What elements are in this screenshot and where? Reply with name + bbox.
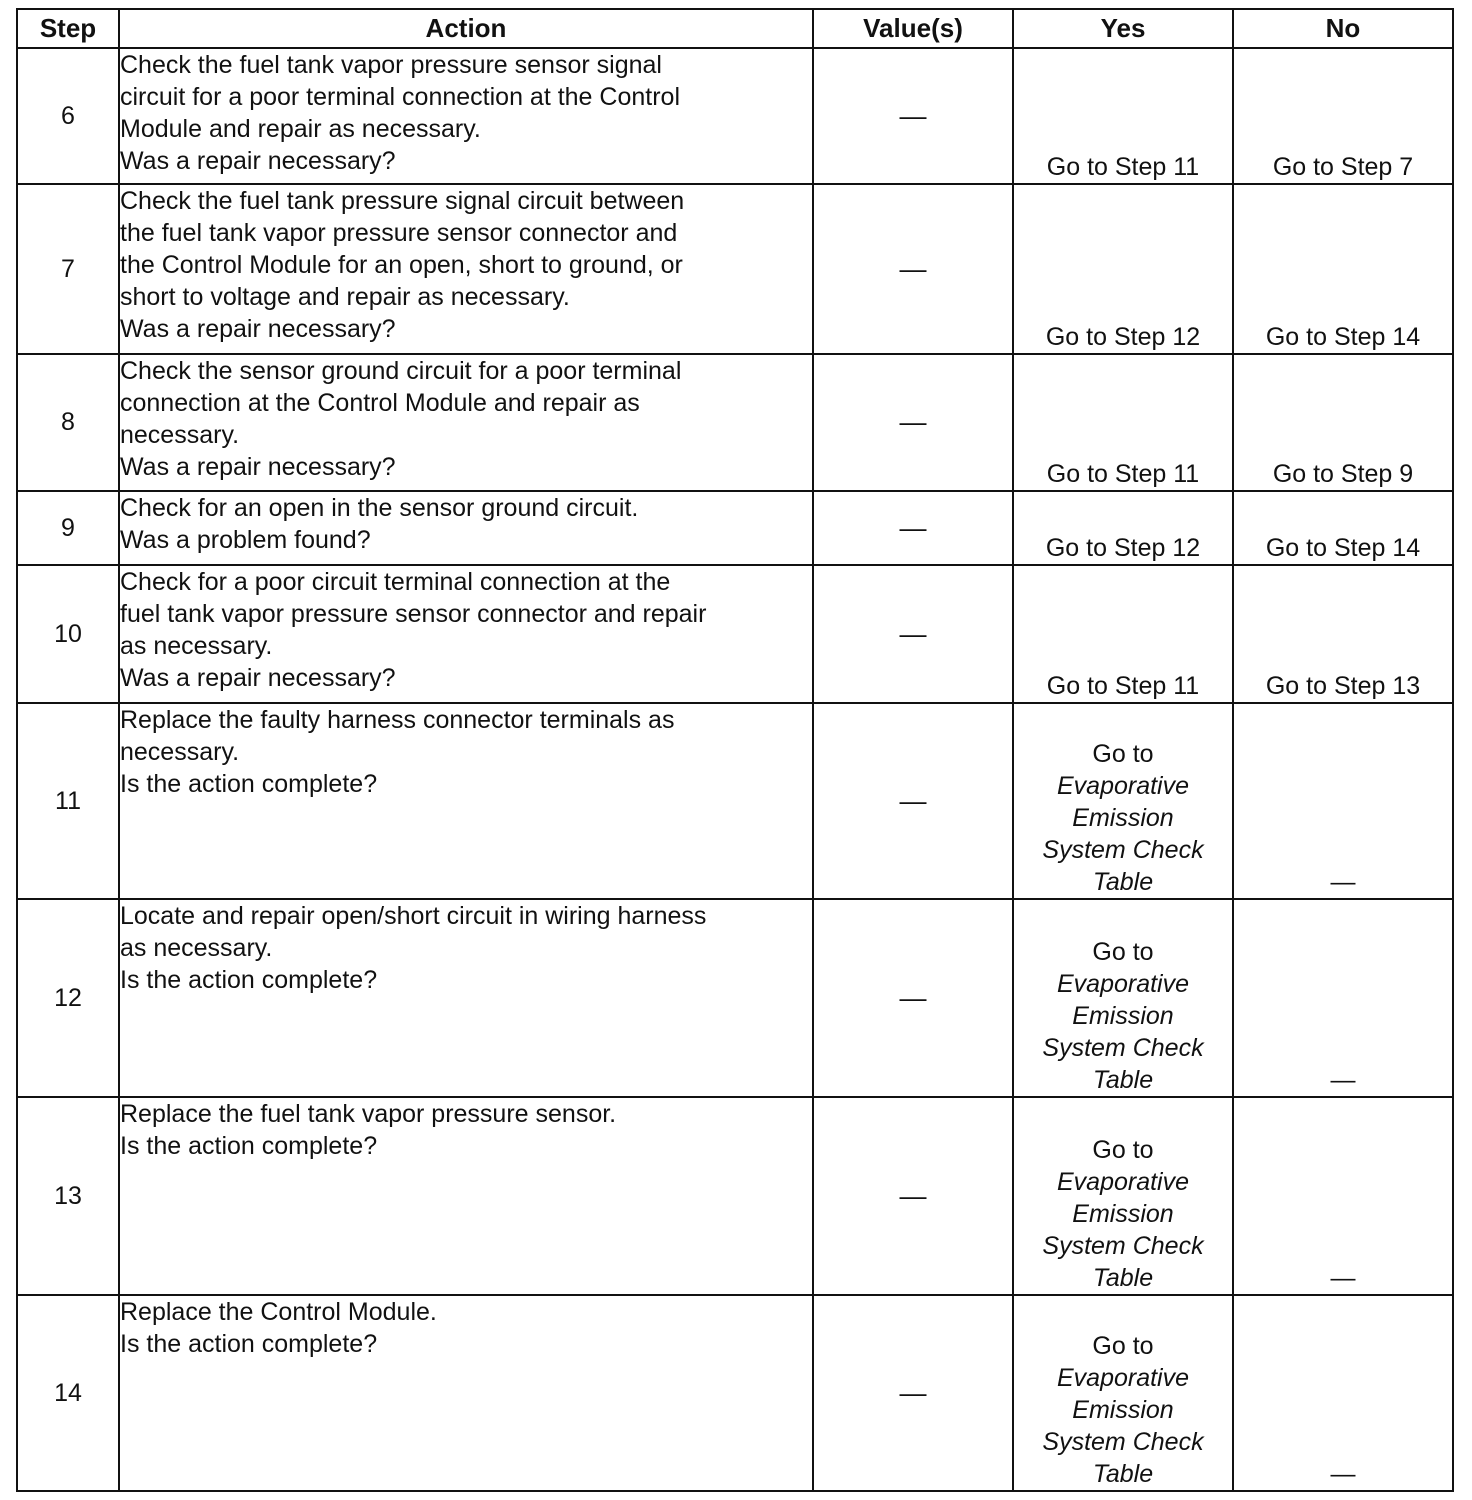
action-question: Was a repair necessary? bbox=[120, 453, 396, 481]
action-line: necessary. bbox=[120, 421, 240, 449]
action-cell bbox=[119, 703, 813, 899]
goto-prefix: Go to bbox=[1092, 740, 1154, 768]
step-number: 12 bbox=[17, 899, 119, 1097]
action-line: Replace the faulty harness connector terminals as bbox=[120, 706, 675, 734]
action-line: short to voltage and repair as necessary. bbox=[120, 283, 570, 311]
yes-cell bbox=[1013, 899, 1233, 1097]
action-line: Module and repair as necessary. bbox=[120, 115, 481, 143]
action-question: Is the action complete? bbox=[120, 1132, 378, 1160]
action-cell bbox=[119, 899, 813, 1097]
yes-cell bbox=[1013, 1295, 1233, 1491]
action-line: Check the fuel tank vapor pressure sensor signal bbox=[120, 51, 662, 79]
value-cell: — bbox=[813, 491, 1013, 565]
action-cell bbox=[119, 491, 813, 565]
action-line: Replace the Control Module. bbox=[120, 1298, 437, 1326]
step-number: 6 bbox=[17, 48, 119, 184]
step-number: 13 bbox=[17, 1097, 119, 1295]
value-cell: — bbox=[813, 565, 1013, 703]
table-row bbox=[17, 184, 1453, 354]
no-cell: — bbox=[1233, 1295, 1453, 1491]
table-row bbox=[17, 354, 1453, 491]
yes-cell bbox=[1013, 1097, 1233, 1295]
yes-cell: Go to Step 12 bbox=[1013, 491, 1233, 565]
value-cell: — bbox=[813, 1295, 1013, 1491]
value-cell: — bbox=[813, 48, 1013, 184]
goto-reference: Evaporative bbox=[1056, 1364, 1190, 1392]
action-question: Was a repair necessary? bbox=[120, 147, 396, 175]
action-question: Was a problem found? bbox=[120, 526, 371, 554]
action-cell bbox=[119, 1295, 813, 1491]
header-row bbox=[17, 9, 1453, 48]
action-question: Was a repair necessary? bbox=[120, 664, 396, 692]
yes-cell: Go to Step 12 bbox=[1013, 184, 1233, 354]
action-line: the fuel tank vapor pressure sensor connector and bbox=[120, 219, 678, 247]
value-cell: — bbox=[813, 703, 1013, 899]
goto-reference: Table bbox=[1092, 1460, 1154, 1488]
step-number: 14 bbox=[17, 1295, 119, 1491]
goto-reference: Table bbox=[1092, 1264, 1154, 1292]
goto-reference: Emission bbox=[1072, 1200, 1174, 1228]
header-step: Step bbox=[17, 9, 119, 48]
yes-cell: Go to Step 11 bbox=[1013, 48, 1233, 184]
table-row bbox=[17, 491, 1453, 565]
action-line: fuel tank vapor pressure sensor connector and repair bbox=[120, 600, 707, 628]
step-number: 11 bbox=[17, 703, 119, 899]
no-cell: Go to Step 14 bbox=[1233, 184, 1453, 354]
action-line: as necessary. bbox=[120, 934, 273, 962]
no-cell: Go to Step 7 bbox=[1233, 48, 1453, 184]
action-question: Is the action complete? bbox=[120, 770, 378, 798]
goto-reference: Evaporative bbox=[1056, 970, 1190, 998]
action-cell bbox=[119, 565, 813, 703]
no-cell: Go to Step 13 bbox=[1233, 565, 1453, 703]
goto-reference: Emission bbox=[1072, 1002, 1174, 1030]
action-line: Replace the fuel tank vapor pressure sensor. bbox=[120, 1100, 617, 1128]
goto-reference: Table bbox=[1092, 1066, 1154, 1094]
goto-reference: System Check bbox=[1042, 1428, 1204, 1456]
action-line: Locate and repair open/short circuit in wiring harness bbox=[120, 902, 707, 930]
yes-cell bbox=[1013, 703, 1233, 899]
header-action: Action bbox=[119, 9, 813, 48]
table-row bbox=[17, 48, 1453, 184]
step-number: 10 bbox=[17, 565, 119, 703]
action-cell bbox=[119, 184, 813, 354]
value-cell: — bbox=[813, 899, 1013, 1097]
goto-reference: Emission bbox=[1072, 1396, 1174, 1424]
action-question: Is the action complete? bbox=[120, 1330, 378, 1358]
no-cell: Go to Step 9 bbox=[1233, 354, 1453, 491]
yes-cell: Go to Step 11 bbox=[1013, 354, 1233, 491]
goto-reference: Emission bbox=[1072, 804, 1174, 832]
action-line: as necessary. bbox=[120, 632, 273, 660]
no-cell: Go to Step 14 bbox=[1233, 491, 1453, 565]
action-line: Check for an open in the sensor ground circuit. bbox=[120, 494, 639, 522]
table-row bbox=[17, 565, 1453, 703]
table-row bbox=[17, 703, 1453, 899]
yes-cell: Go to Step 11 bbox=[1013, 565, 1233, 703]
table-row bbox=[17, 899, 1453, 1097]
goto-reference: System Check bbox=[1042, 1034, 1204, 1062]
step-number: 9 bbox=[17, 491, 119, 565]
header-values: Value(s) bbox=[813, 9, 1013, 48]
action-cell bbox=[119, 48, 813, 184]
diagnostic-table bbox=[16, 8, 1454, 1492]
header-no: No bbox=[1233, 9, 1453, 48]
goto-reference: Evaporative bbox=[1056, 772, 1190, 800]
goto-prefix: Go to bbox=[1092, 1136, 1154, 1164]
goto-prefix: Go to bbox=[1092, 1332, 1154, 1360]
action-line: Check the fuel tank pressure signal circuit between bbox=[120, 187, 685, 215]
table-row bbox=[17, 1097, 1453, 1295]
action-question: Is the action complete? bbox=[120, 966, 378, 994]
action-line: circuit for a poor terminal connection at the Control bbox=[120, 83, 680, 111]
action-cell bbox=[119, 1097, 813, 1295]
action-question: Was a repair necessary? bbox=[120, 315, 396, 343]
action-line: Check the sensor ground circuit for a poor terminal bbox=[120, 357, 682, 385]
header-yes: Yes bbox=[1013, 9, 1233, 48]
action-line: necessary. bbox=[120, 738, 240, 766]
goto-reference: System Check bbox=[1042, 1232, 1204, 1260]
action-line: Check for a poor circuit terminal connection at the bbox=[120, 568, 671, 596]
action-line: connection at the Control Module and repair as bbox=[120, 389, 640, 417]
goto-reference: System Check bbox=[1042, 836, 1204, 864]
no-cell: — bbox=[1233, 1097, 1453, 1295]
value-cell: — bbox=[813, 1097, 1013, 1295]
goto-prefix: Go to bbox=[1092, 938, 1154, 966]
goto-reference: Evaporative bbox=[1056, 1168, 1190, 1196]
no-cell: — bbox=[1233, 703, 1453, 899]
no-cell: — bbox=[1233, 899, 1453, 1097]
goto-reference: Table bbox=[1092, 868, 1154, 896]
table-row bbox=[17, 1295, 1453, 1491]
step-number: 7 bbox=[17, 184, 119, 354]
step-number: 8 bbox=[17, 354, 119, 491]
value-cell: — bbox=[813, 354, 1013, 491]
value-cell: — bbox=[813, 184, 1013, 354]
action-line: the Control Module for an open, short to ground, or bbox=[120, 251, 683, 279]
action-cell bbox=[119, 354, 813, 491]
